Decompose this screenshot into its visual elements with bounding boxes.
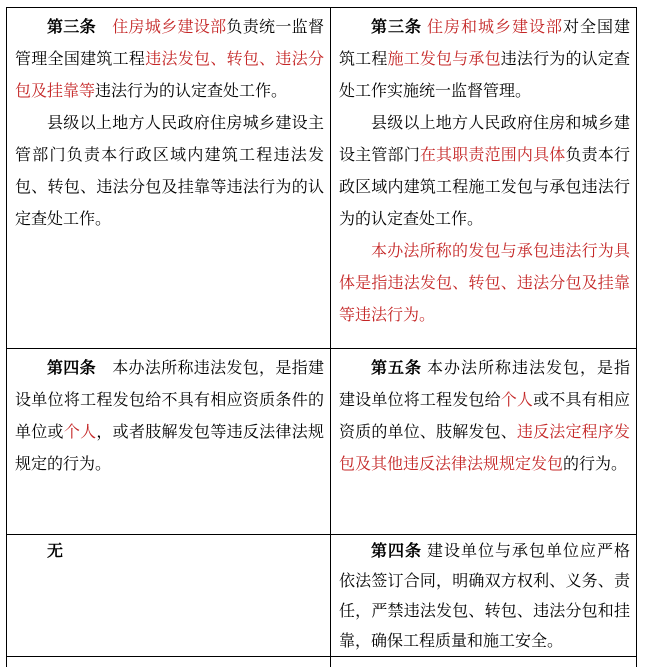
paragraph <box>339 236 630 332</box>
text-segment: 无 <box>47 543 64 560</box>
paragraph <box>15 537 324 567</box>
text-segment: 本办法所称违法发包，是指建设单位将工程发包给 <box>339 360 630 409</box>
text-segment: 建设单位与承包单位应严格依法签订合同，明确双方权利、义务、责任，严禁违法发包、转包、违法分包和挂靠，确保工程质量和施工安全。 <box>339 543 630 650</box>
text-segment: 或不具有相应资质的单位、肢解发包、 <box>339 392 630 441</box>
text-segment: 第三条 <box>371 19 422 36</box>
text-segment: 县级以上地方人民政府住房城乡建设主管部门负责本行政区域内建筑工程违法发包、转包、违法分包及挂靠等违法行为的认定查处工作。 <box>15 115 324 228</box>
text-segment: 第五条 <box>371 360 422 377</box>
text-segment: 违法行为的认定查处工作。 <box>95 83 288 100</box>
table-row-cutoff <box>6 657 637 667</box>
comparison-cell-old <box>6 535 330 657</box>
text-segment: 第四条 <box>371 543 422 560</box>
revision-highlight-text: 违法发包、转包、违法分包及挂靠等 <box>15 51 324 100</box>
table-row <box>6 349 637 535</box>
comparison-cell-new <box>330 535 637 657</box>
paragraph <box>15 108 324 236</box>
revision-highlight-text: 本办法所称的发包与承包违法行为具体是指违法发包、转包、违法分包及挂靠等违法行为。 <box>339 243 630 324</box>
revision-highlight-text: 施工发包与承包 <box>387 51 501 68</box>
comparison-cell-old <box>6 8 330 349</box>
comparison-table <box>6 7 637 667</box>
comparison-cell-new <box>330 657 637 667</box>
text-segment: 县级以上地方人民政府住房和城乡建设主管部门 <box>339 115 630 164</box>
text-segment: 第四条 <box>47 360 96 377</box>
revision-highlight-text: 住房和城乡建设部 <box>427 19 563 36</box>
paragraph <box>15 353 324 481</box>
text-segment <box>96 360 112 377</box>
text-segment: 负责本行政区域内建筑工程施工发包与承包违法行为的认定查处工作。 <box>339 147 630 228</box>
comparison-cell-new <box>330 8 637 349</box>
table-row <box>6 535 637 657</box>
text-segment: 违法行为的认定查处工作实施统一监督管理。 <box>339 51 630 100</box>
paragraph <box>339 108 630 236</box>
revision-highlight-text: 违反法定程序发包及其他违反法律法规规定发包 <box>339 424 630 473</box>
text-segment: 对全国建筑工程 <box>339 19 630 68</box>
paragraph <box>339 12 630 108</box>
comparison-cell-old <box>6 349 330 535</box>
text-segment: 第三条 <box>47 19 96 36</box>
revision-highlight-text: 住房城乡建设部 <box>112 19 227 36</box>
table-row <box>6 8 637 349</box>
revision-highlight-text: 个人 <box>500 392 534 409</box>
text-segment: 本办法所称违法发包，是指建设单位将工程发包给不具有相应资质条件的单位或 <box>15 360 324 441</box>
text-segment: 负责统一监督管理全国建筑工程 <box>15 19 324 68</box>
revision-highlight-text: 个人 <box>63 424 97 441</box>
paragraph <box>339 353 630 481</box>
text-segment: ，或者肢解发包等违反法律法规规定的行为。 <box>15 424 324 473</box>
comparison-cell-new <box>330 349 637 535</box>
text-segment <box>96 19 112 36</box>
paragraph <box>339 537 630 657</box>
comparison-cell-old <box>6 657 330 667</box>
text-segment: 的行为。 <box>563 456 628 473</box>
paragraph <box>15 12 324 108</box>
revision-highlight-text: 在其职责范围内具体 <box>419 147 566 164</box>
